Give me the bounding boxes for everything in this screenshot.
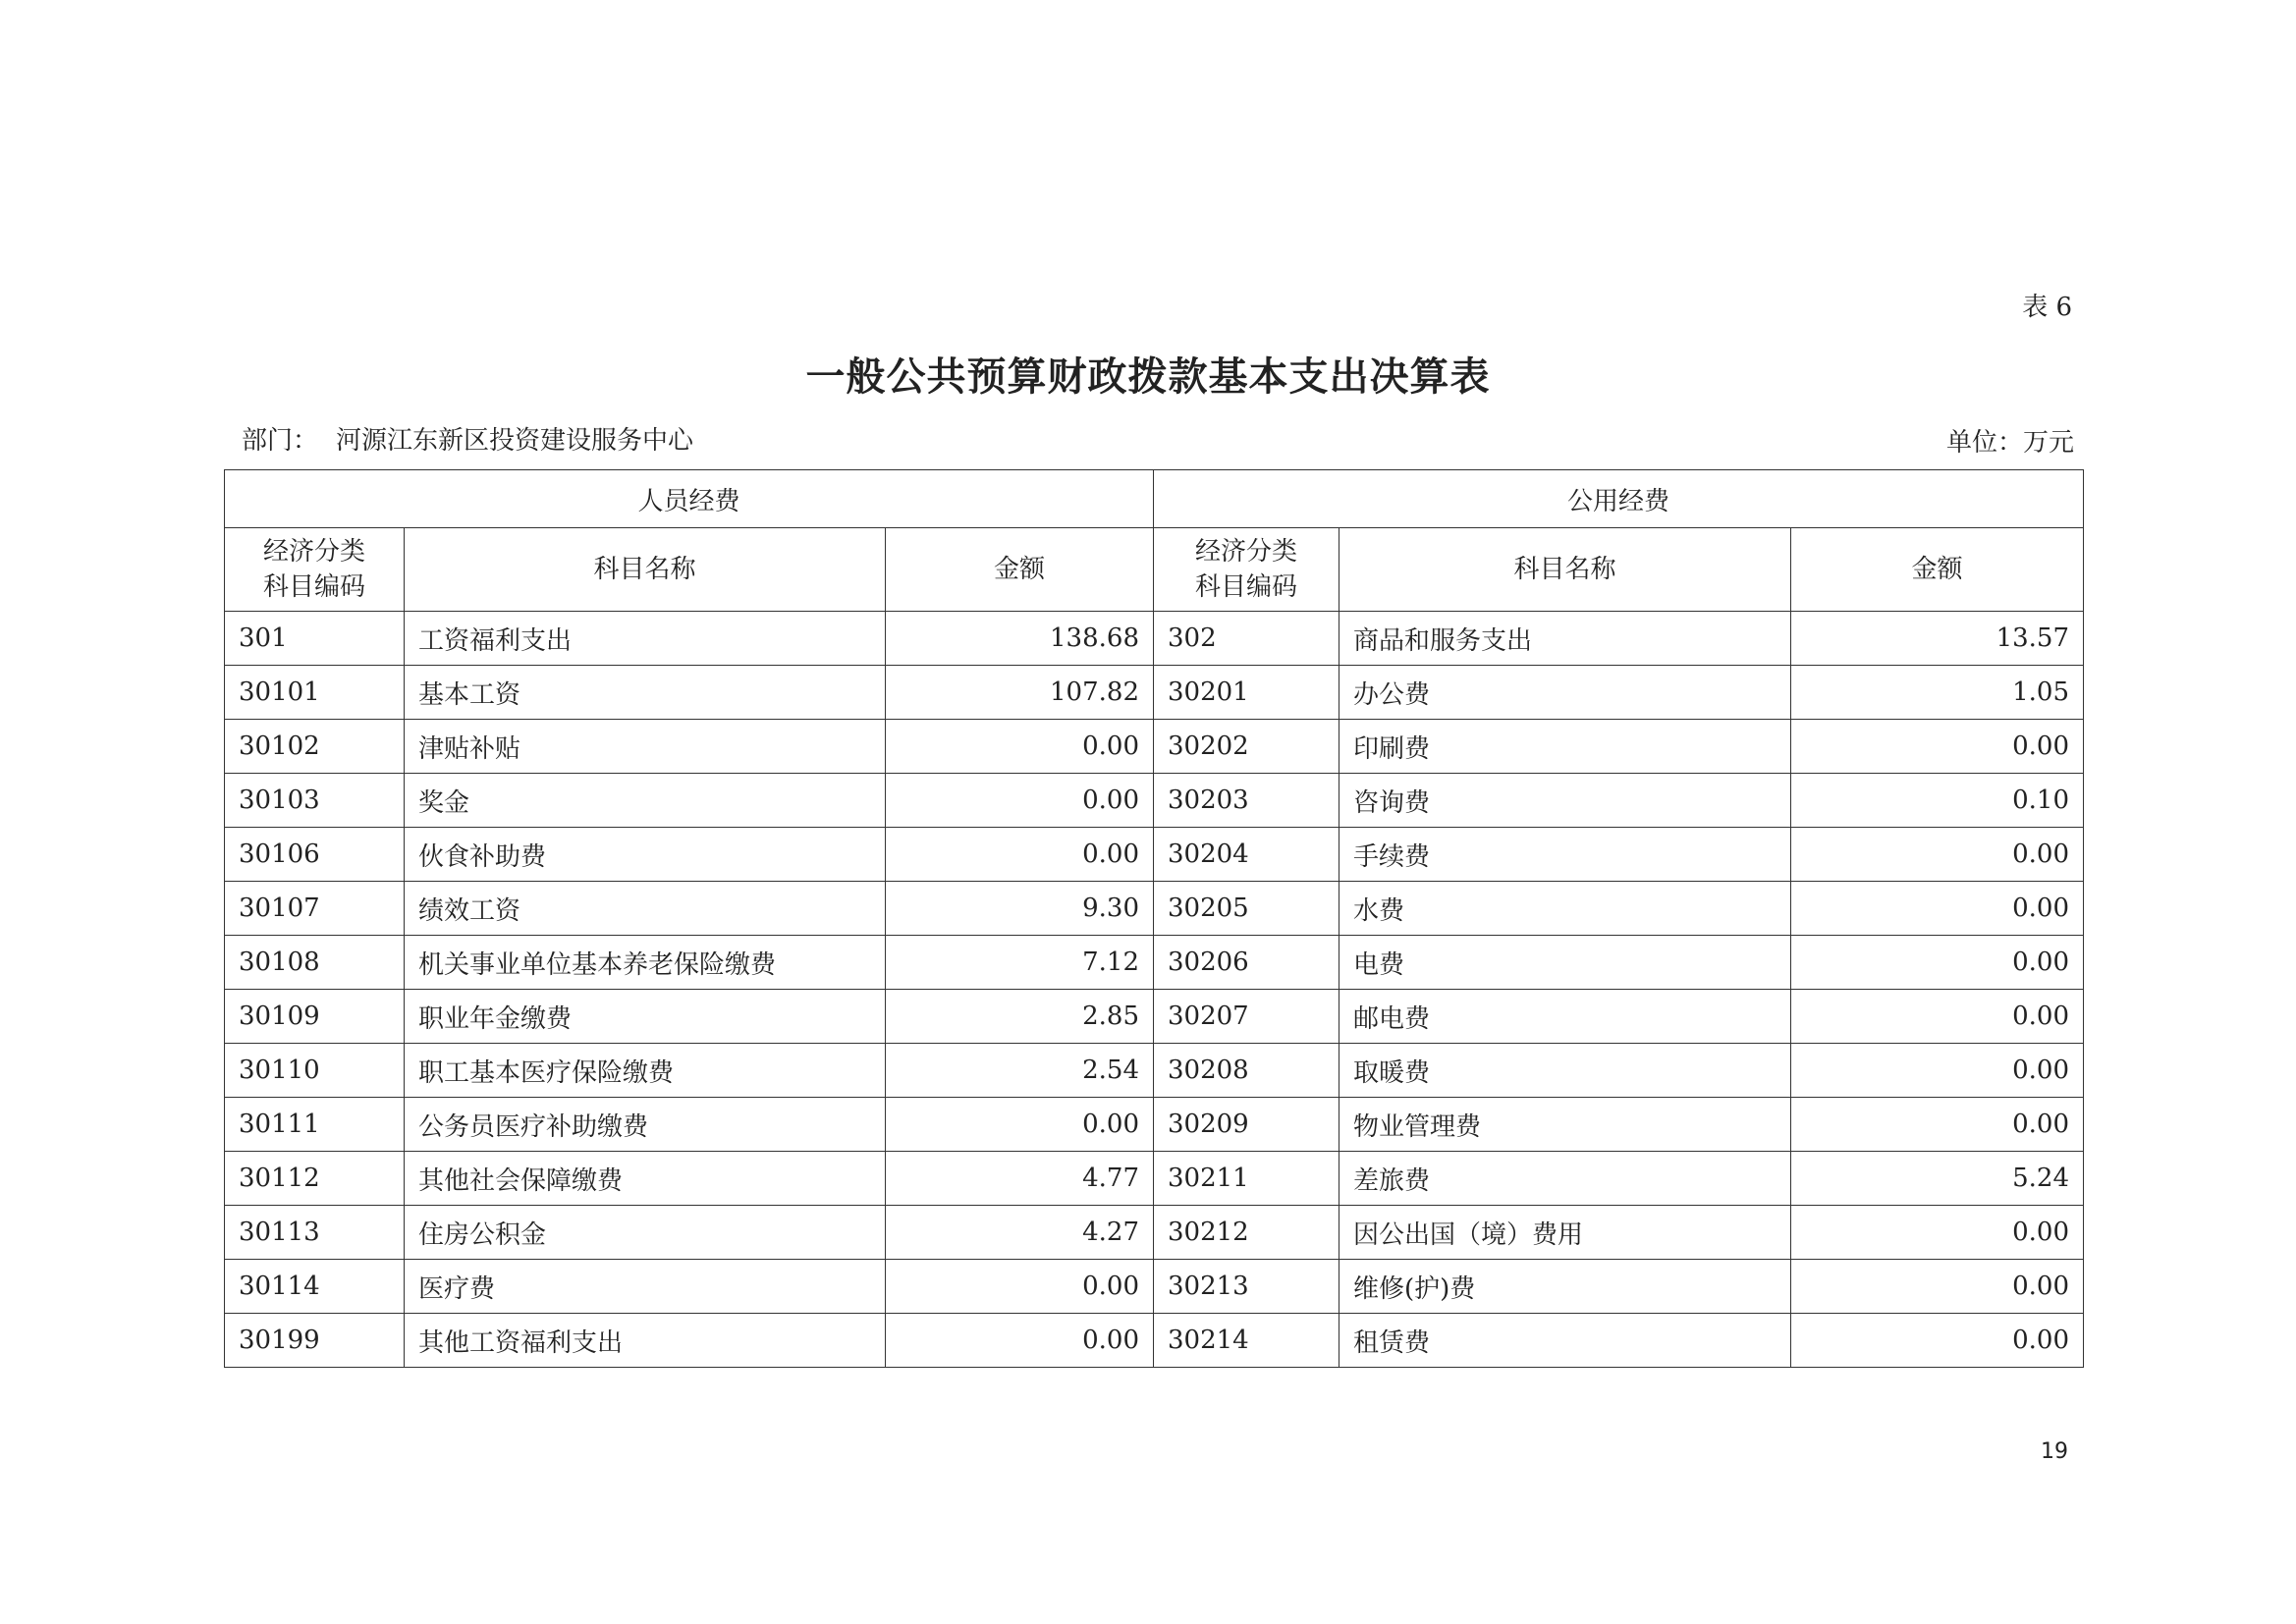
public-amount-cell: 0.00 [1791, 990, 2084, 1044]
page-number: 19 [2041, 1439, 2068, 1464]
public-code-cell: 302 [1154, 612, 1339, 666]
personnel-amount-cell: 4.27 [886, 1206, 1154, 1260]
table-number: 表 6 [2022, 293, 2072, 322]
code-header-line2: 科目编码 [262, 572, 365, 602]
public-name-cell: 办公费 [1339, 666, 1791, 720]
public-name-cell: 差旅费 [1339, 1152, 1791, 1206]
public-amount-cell: 1.05 [1791, 666, 2084, 720]
personnel-amount-cell: 0.00 [886, 774, 1154, 828]
code-header-line2: 科目编码 [1194, 572, 1297, 602]
public-name-cell: 邮电费 [1339, 990, 1791, 1044]
public-code-cell: 30204 [1154, 828, 1339, 882]
personnel-amount-cell: 2.54 [886, 1044, 1154, 1098]
column-header-code [225, 528, 405, 612]
personnel-code-cell: 30107 [225, 882, 405, 936]
table-row [225, 1044, 2084, 1098]
table-row [225, 720, 2084, 774]
personnel-code-cell: 301 [225, 612, 405, 666]
code-header-line1: 经济分类 [1194, 537, 1297, 567]
budget-table [224, 469, 2084, 1368]
public-code-cell: 30207 [1154, 990, 1339, 1044]
department-info [242, 420, 711, 457]
column-header-name: 科目名称 [1339, 528, 1791, 612]
column-header-code [1154, 528, 1339, 612]
public-code-cell: 30211 [1154, 1152, 1339, 1206]
public-amount-cell: 0.00 [1791, 1044, 2084, 1098]
personnel-amount-cell: 0.00 [886, 828, 1154, 882]
personnel-code-cell: 30106 [225, 828, 405, 882]
personnel-code-cell: 30199 [225, 1314, 405, 1368]
table-row [225, 1152, 2084, 1206]
public-code-cell: 30212 [1154, 1206, 1339, 1260]
group-header-personnel: 人员经费 [225, 470, 1154, 528]
personnel-name-cell: 职业年金缴费 [405, 990, 886, 1044]
personnel-amount-cell: 2.85 [886, 990, 1154, 1044]
public-amount-cell: 5.24 [1791, 1152, 2084, 1206]
personnel-amount-cell: 0.00 [886, 1098, 1154, 1152]
public-amount-cell: 0.00 [1791, 1206, 2084, 1260]
personnel-amount-cell: 9.30 [886, 882, 1154, 936]
public-name-cell: 电费 [1339, 936, 1791, 990]
public-code-cell: 30209 [1154, 1098, 1339, 1152]
public-name-cell: 印刷费 [1339, 720, 1791, 774]
table-row [225, 774, 2084, 828]
table-row [225, 666, 2084, 720]
table-row [225, 1260, 2084, 1314]
public-name-cell: 因公出国（境）费用 [1339, 1206, 1791, 1260]
public-amount-cell: 0.00 [1791, 828, 2084, 882]
public-name-cell: 维修(护)费 [1339, 1260, 1791, 1314]
personnel-name-cell: 医疗费 [405, 1260, 886, 1314]
public-amount-cell: 0.00 [1791, 720, 2084, 774]
table-row [225, 612, 2084, 666]
personnel-name-cell: 津贴补贴 [405, 720, 886, 774]
public-code-cell: 30206 [1154, 936, 1339, 990]
table-row [225, 990, 2084, 1044]
personnel-name-cell: 职工基本医疗保险缴费 [405, 1044, 886, 1098]
public-amount-cell: 0.00 [1791, 936, 2084, 990]
personnel-amount-cell: 138.68 [886, 612, 1154, 666]
public-name-cell: 取暖费 [1339, 1044, 1791, 1098]
department-name: 河源江东新区投资建设服务中心 [336, 426, 694, 456]
public-amount-cell: 0.00 [1791, 1314, 2084, 1368]
public-amount-cell: 0.10 [1791, 774, 2084, 828]
public-code-cell: 30202 [1154, 720, 1339, 774]
public-code-cell: 30205 [1154, 882, 1339, 936]
public-name-cell: 物业管理费 [1339, 1098, 1791, 1152]
personnel-name-cell: 住房公积金 [405, 1206, 886, 1260]
personnel-name-cell: 其他工资福利支出 [405, 1314, 886, 1368]
personnel-amount-cell: 7.12 [886, 936, 1154, 990]
public-amount-cell: 0.00 [1791, 1098, 2084, 1152]
page-title: 一般公共预算财政拨款基本支出决算表 [805, 353, 1491, 400]
personnel-amount-cell: 0.00 [886, 1314, 1154, 1368]
personnel-amount-cell: 107.82 [886, 666, 1154, 720]
personnel-code-cell: 30109 [225, 990, 405, 1044]
code-header-line1: 经济分类 [262, 537, 365, 567]
personnel-name-cell: 其他社会保障缴费 [405, 1152, 886, 1206]
personnel-amount-cell: 0.00 [886, 720, 1154, 774]
table-row [225, 828, 2084, 882]
table-row [225, 882, 2084, 936]
public-code-cell: 30208 [1154, 1044, 1339, 1098]
public-amount-cell: 0.00 [1791, 1260, 2084, 1314]
personnel-code-cell: 30113 [225, 1206, 405, 1260]
public-name-cell: 水费 [1339, 882, 1791, 936]
table-row [225, 1206, 2084, 1260]
public-name-cell: 咨询费 [1339, 774, 1791, 828]
table-body [225, 612, 2084, 1368]
personnel-code-cell: 30110 [225, 1044, 405, 1098]
personnel-code-cell: 30103 [225, 774, 405, 828]
personnel-amount-cell: 4.77 [886, 1152, 1154, 1206]
personnel-name-cell: 机关事业单位基本养老保险缴费 [405, 936, 886, 990]
personnel-code-cell: 30108 [225, 936, 405, 990]
public-amount-cell: 0.00 [1791, 882, 2084, 936]
public-name-cell: 商品和服务支出 [1339, 612, 1791, 666]
column-header-amount: 金额 [886, 528, 1154, 612]
public-code-cell: 30214 [1154, 1314, 1339, 1368]
personnel-name-cell: 工资福利支出 [405, 612, 886, 666]
public-amount-cell: 13.57 [1791, 612, 2084, 666]
public-code-cell: 30201 [1154, 666, 1339, 720]
table-row [225, 936, 2084, 990]
table-row [225, 1098, 2084, 1152]
public-code-cell: 30203 [1154, 774, 1339, 828]
column-header-name: 科目名称 [405, 528, 886, 612]
personnel-amount-cell: 0.00 [886, 1260, 1154, 1314]
personnel-name-cell: 公务员医疗补助缴费 [405, 1098, 886, 1152]
personnel-name-cell: 奖金 [405, 774, 886, 828]
personnel-code-cell: 30101 [225, 666, 405, 720]
personnel-code-cell: 30102 [225, 720, 405, 774]
personnel-code-cell: 30114 [225, 1260, 405, 1314]
table-row [225, 1314, 2084, 1368]
personnel-code-cell: 30112 [225, 1152, 405, 1206]
public-name-cell: 手续费 [1339, 828, 1791, 882]
personnel-code-cell: 30111 [225, 1098, 405, 1152]
column-header-amount: 金额 [1791, 528, 2084, 612]
unit-label: 单位：万元 [1945, 428, 2074, 458]
public-name-cell: 租赁费 [1339, 1314, 1791, 1368]
personnel-name-cell: 绩效工资 [405, 882, 886, 936]
department-label: 部门： [242, 426, 319, 456]
personnel-name-cell: 基本工资 [405, 666, 886, 720]
group-header-public: 公用经费 [1154, 470, 2084, 528]
public-code-cell: 30213 [1154, 1260, 1339, 1314]
personnel-name-cell: 伙食补助费 [405, 828, 886, 882]
